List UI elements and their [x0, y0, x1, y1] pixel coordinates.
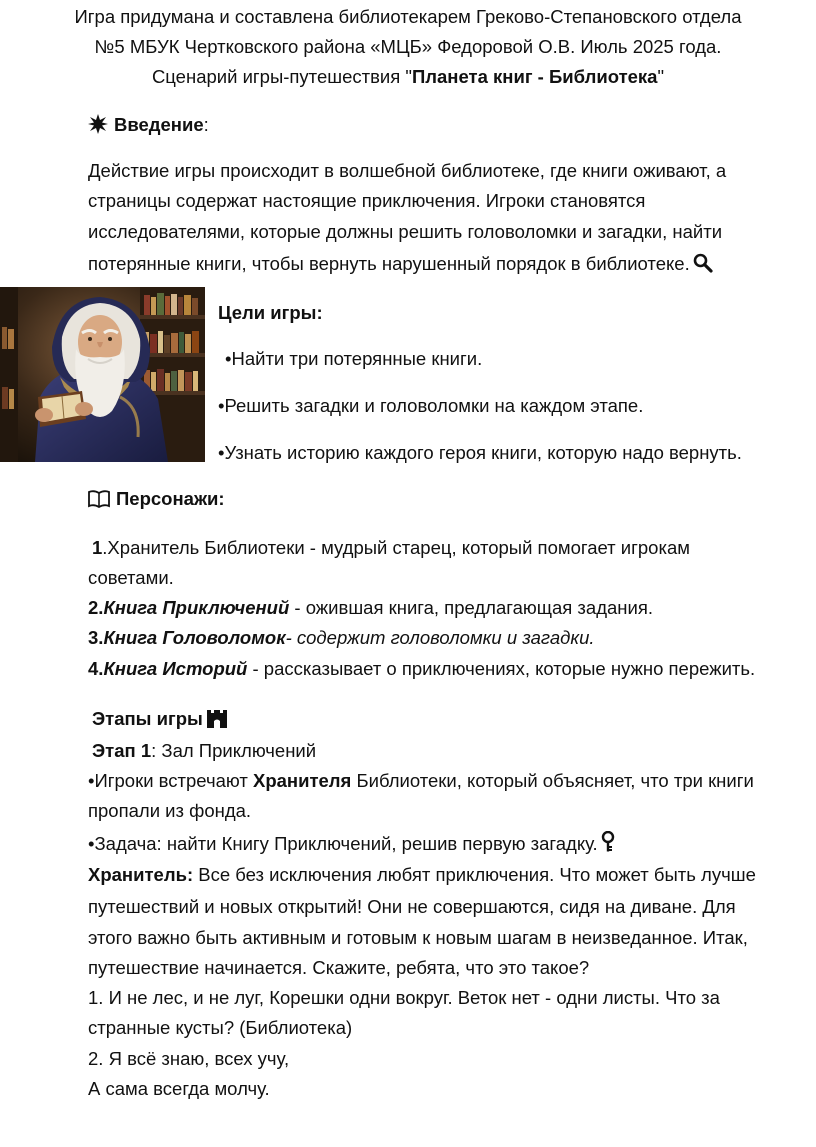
keeper-label: Хранитель:	[88, 864, 194, 885]
goal-item-1: •Найти три потерянные книги.	[225, 348, 483, 369]
header-suffix: "	[657, 66, 665, 87]
star-icon	[88, 113, 108, 142]
stage-1-point-1-continued: пропали из фонда.	[88, 800, 252, 821]
character-3-number: 3.	[88, 627, 104, 648]
intro-line-1: Действие игры происходит в волшебной библиотеке, где книги оживают, а	[88, 160, 727, 181]
goal-item-3: •Узнать историю каждого героя книги, которую надо вернуть.	[218, 442, 742, 463]
key-icon	[601, 831, 615, 861]
intro-colon: :	[203, 114, 209, 135]
stage-1-point-1-a: •Игроки встречают	[88, 770, 253, 791]
castle-icon	[206, 707, 228, 736]
keeper-line-1-text: Все без исключения любят приключения. Что может быть лучше	[193, 864, 756, 885]
header-prefix: Сценарий игры-путешествия "	[151, 66, 412, 87]
intro-line-2: страницы содержат настоящие приключения. Игроки становятся	[88, 190, 646, 211]
characters-heading	[88, 484, 225, 516]
game-title: Планета книг - Библиотека	[411, 66, 658, 87]
keeper-speech-line-3: этого важно быть активным и готовым к новым шагам в неизведанное. Итак,	[88, 927, 748, 948]
keeper-speech-line-4: путешествие начинается. Скажите, ребята, что это такое?	[88, 957, 590, 978]
goals-heading: Цели игры:	[218, 302, 323, 323]
character-2	[88, 593, 653, 622]
stage-1-label: Этап 1	[92, 740, 152, 761]
header-line-2: №5 МБУК Чертковского района «МЦБ» Федоровой О.В. Июль 2025 года.	[94, 36, 722, 57]
character-1	[92, 533, 690, 562]
header-line-1: Игра придумана и составлена библиотекарем Греково-Степановского отдела	[74, 6, 742, 27]
stage-1-name: : Зал Приключений	[151, 740, 317, 761]
stage-1-title	[92, 736, 316, 765]
riddle-2-line-2: А сама всегда молчу.	[88, 1078, 270, 1099]
character-2-name: Книга Приключений	[103, 597, 290, 618]
character-4-name: Книга Историй	[103, 658, 248, 679]
keeper-mention: Хранителя	[252, 770, 352, 791]
intro-heading	[88, 110, 209, 142]
characters-title: Персонажи:	[116, 488, 225, 509]
intro-title: Введение	[114, 114, 204, 135]
stage-1-point-2	[88, 829, 615, 861]
character-4-text: - рассказывает о приключениях, которые нужно пережить.	[247, 658, 756, 679]
library-keeper-illustration	[0, 287, 205, 462]
header-line-3	[0, 62, 816, 91]
magnifier-icon	[693, 252, 713, 281]
stages-title: Этапы игры	[92, 708, 203, 729]
character-3-text: - содержит головоломки и загадки.	[285, 627, 595, 648]
character-1-number: 1	[92, 537, 103, 558]
stage-1-point-1-c: Библиотеки, который объясняет, что три книги	[351, 770, 754, 791]
stage-1-point-1	[88, 766, 754, 795]
character-2-number: 2.	[88, 597, 104, 618]
keeper-speech-line-1	[88, 860, 756, 889]
character-4	[88, 654, 755, 683]
riddle-1-line-1: 1. И не лес, и не луг, Корешки одни вокруг. Веток нет - одни листы. Что за	[88, 987, 720, 1008]
stages-heading	[92, 704, 228, 736]
character-1-continued: советами.	[88, 567, 174, 588]
character-2-text: - ожившая книга, предлагающая задания.	[289, 597, 653, 618]
riddle-2-line-1: 2. Я всё знаю, всех учу,	[88, 1048, 290, 1069]
character-1-text: .Хранитель Библиотеки - мудрый старец, который помогает игрокам	[102, 537, 690, 558]
goal-item-2: •Решить загадки и головоломки на каждом этапе.	[218, 395, 644, 416]
intro-line-3: исследователями, которые должны решить головоломки и загадки, найти	[88, 221, 723, 242]
character-4-number: 4.	[88, 658, 104, 679]
book-icon	[88, 487, 110, 516]
intro-line-4-text: потерянные книги, чтобы вернуть нарушенный порядок в библиотеке.	[88, 253, 690, 274]
intro-line-4	[88, 249, 713, 281]
stage-1-point-2-text: •Задача: найти Книгу Приключений, решив первую загадку.	[88, 833, 598, 854]
keeper-speech-line-2: путешествий и новых открытий! Они не совершаются, сидя на диване. Для	[88, 896, 736, 917]
character-3-name: Книга Головоломок	[103, 627, 286, 648]
riddle-1-line-2: странные кусты? (Библиотека)	[88, 1017, 353, 1038]
character-3	[88, 623, 595, 652]
